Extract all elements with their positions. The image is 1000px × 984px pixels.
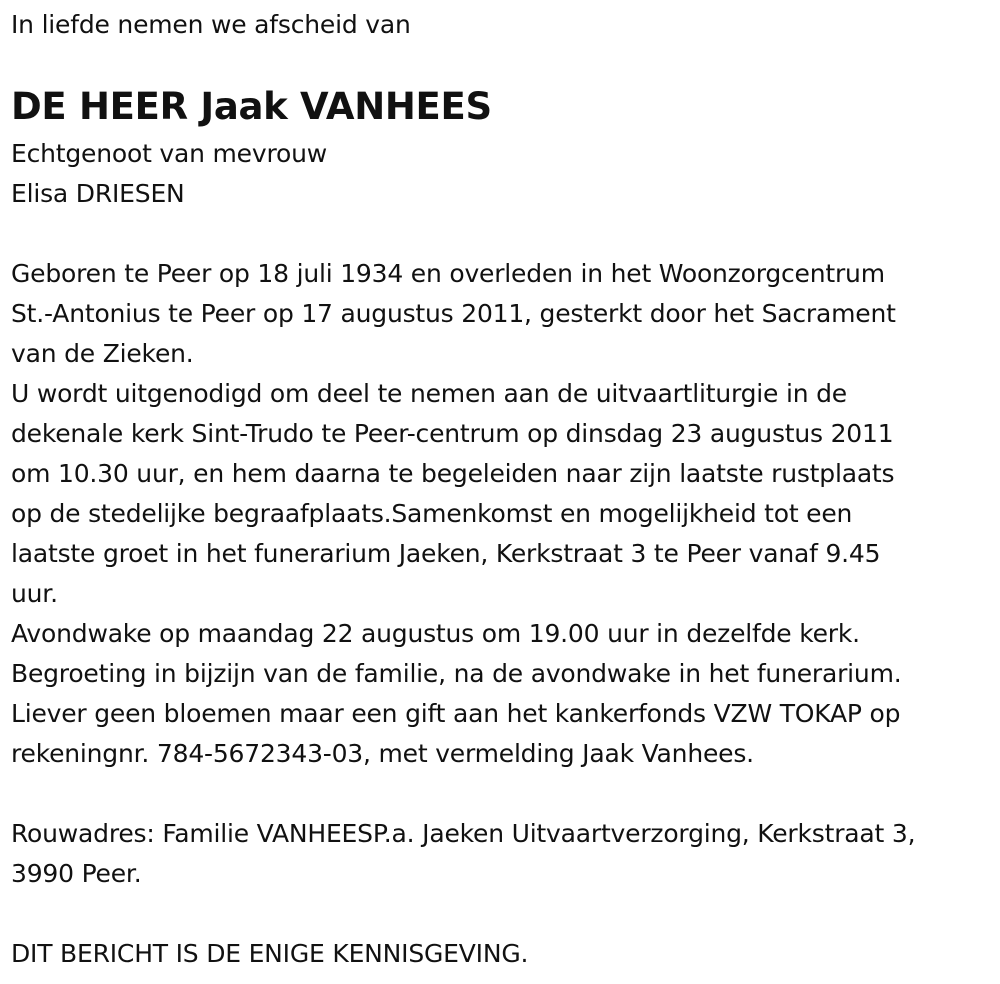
body-line: U wordt uitgenodigd om deel te nemen aan de uitvaartliturgie in de <box>11 379 847 408</box>
closing-statement: DIT BERICHT IS DE ENIGE KENNISGEVING. <box>11 939 529 968</box>
body-line: om 10.30 uur, en hem daarna te begeleiden naar zijn laatste rustplaats <box>11 459 895 488</box>
body-line: Avondwake op maandag 22 augustus om 19.00 uur in dezelfde kerk. <box>11 619 860 648</box>
body-line: Begroeting in bijzijn van de familie, na de avondwake in het funerarium. <box>11 659 902 688</box>
body-line: op de stedelijke begraafplaats.Samenkomst en mogelijkheid tot een <box>11 499 853 528</box>
body-line: uur. <box>11 579 58 608</box>
spouse-line: Echtgenoot van mevrouw <box>11 139 327 168</box>
deceased-name: DE HEER Jaak VANHEES <box>11 85 492 128</box>
body-line: Geboren te Peer op 18 juli 1934 en overleden in het Woonzorgcentrum <box>11 259 885 288</box>
intro-text: In liefde nemen we afscheid van <box>11 10 411 39</box>
body-line: van de Zieken. <box>11 339 194 368</box>
rouwadres-line: Rouwadres: Familie VANHEESP.a. Jaeken Uitvaartverzorging, Kerkstraat 3, <box>11 819 916 848</box>
body-line: Liever geen bloemen maar een gift aan het kankerfonds VZW TOKAP op <box>11 699 901 728</box>
spouse-line: Elisa DRIESEN <box>11 179 185 208</box>
spouse-block <box>11 134 327 214</box>
body-line: rekeningnr. 784-5672343-03, met vermelding Jaak Vanhees. <box>11 739 754 768</box>
rouwadres-line: 3990 Peer. <box>11 859 142 888</box>
body-line: dekenale kerk Sint-Trudo te Peer-centrum op dinsdag 23 augustus 2011 <box>11 419 894 448</box>
body-paragraph <box>11 254 901 774</box>
body-line: St.-Antonius te Peer op 17 augustus 2011, gesterkt door het Sacrament <box>11 299 896 328</box>
body-line: laatste groet in het funerarium Jaeken, Kerkstraat 3 te Peer vanaf 9.45 <box>11 539 881 568</box>
rouwadres-block <box>11 814 915 894</box>
